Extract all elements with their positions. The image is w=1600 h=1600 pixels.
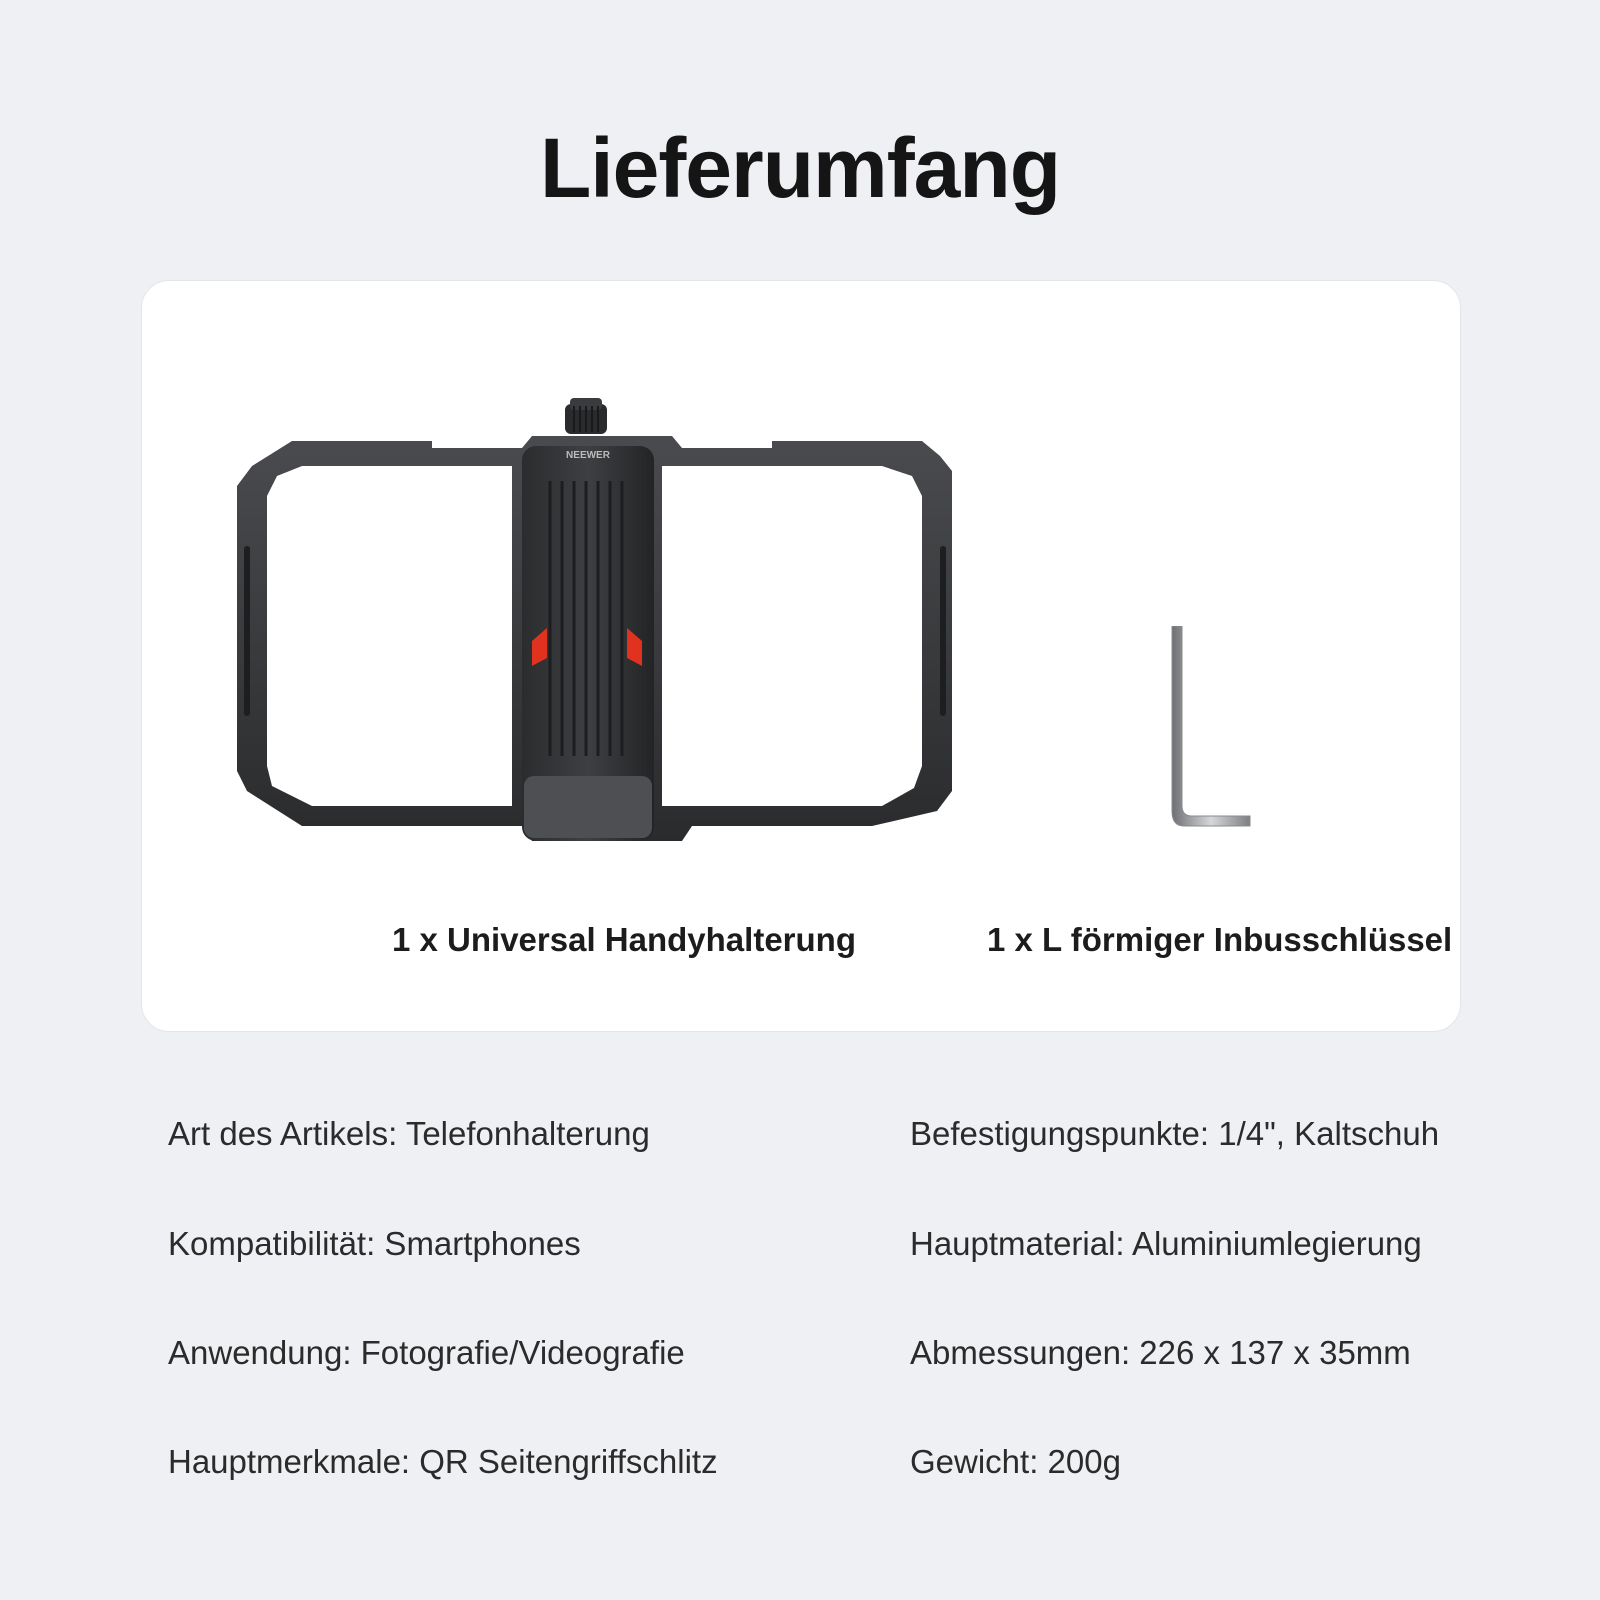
brand-logo: NEEWER <box>566 450 610 461</box>
spec-compatibility: Kompatibilität: Smartphones <box>168 1225 581 1262</box>
hex-key-icon <box>1162 626 1252 846</box>
spec-features: Hauptmerkmale: QR Seitengriffschlitz <box>168 1443 718 1480</box>
item-label-hex-key: 1 x L förmiger Inbusschlüssel <box>987 921 1453 958</box>
spec-mount-points: Befestigungspunkte: 1/4", Kaltschuh <box>910 1115 1440 1152</box>
spec-application: Anwendung: Fotografie/Videografie <box>168 1334 685 1371</box>
phone-rig-icon <box>232 396 972 856</box>
page-title: Lieferumfang <box>539 121 1061 215</box>
spec-weight: Gewicht: 200g <box>910 1443 1121 1480</box>
item-label-phone-holder: 1 x Universal Handyhalterung <box>392 921 856 958</box>
contents-card <box>141 280 1461 1032</box>
spec-item-type: Art des Artikels: Telefonhalterung <box>168 1115 650 1152</box>
spec-dimensions: Abmessungen: 226 x 137 x 35mm <box>910 1334 1411 1371</box>
spec-material: Hauptmaterial: Aluminiumlegierung <box>910 1225 1422 1262</box>
